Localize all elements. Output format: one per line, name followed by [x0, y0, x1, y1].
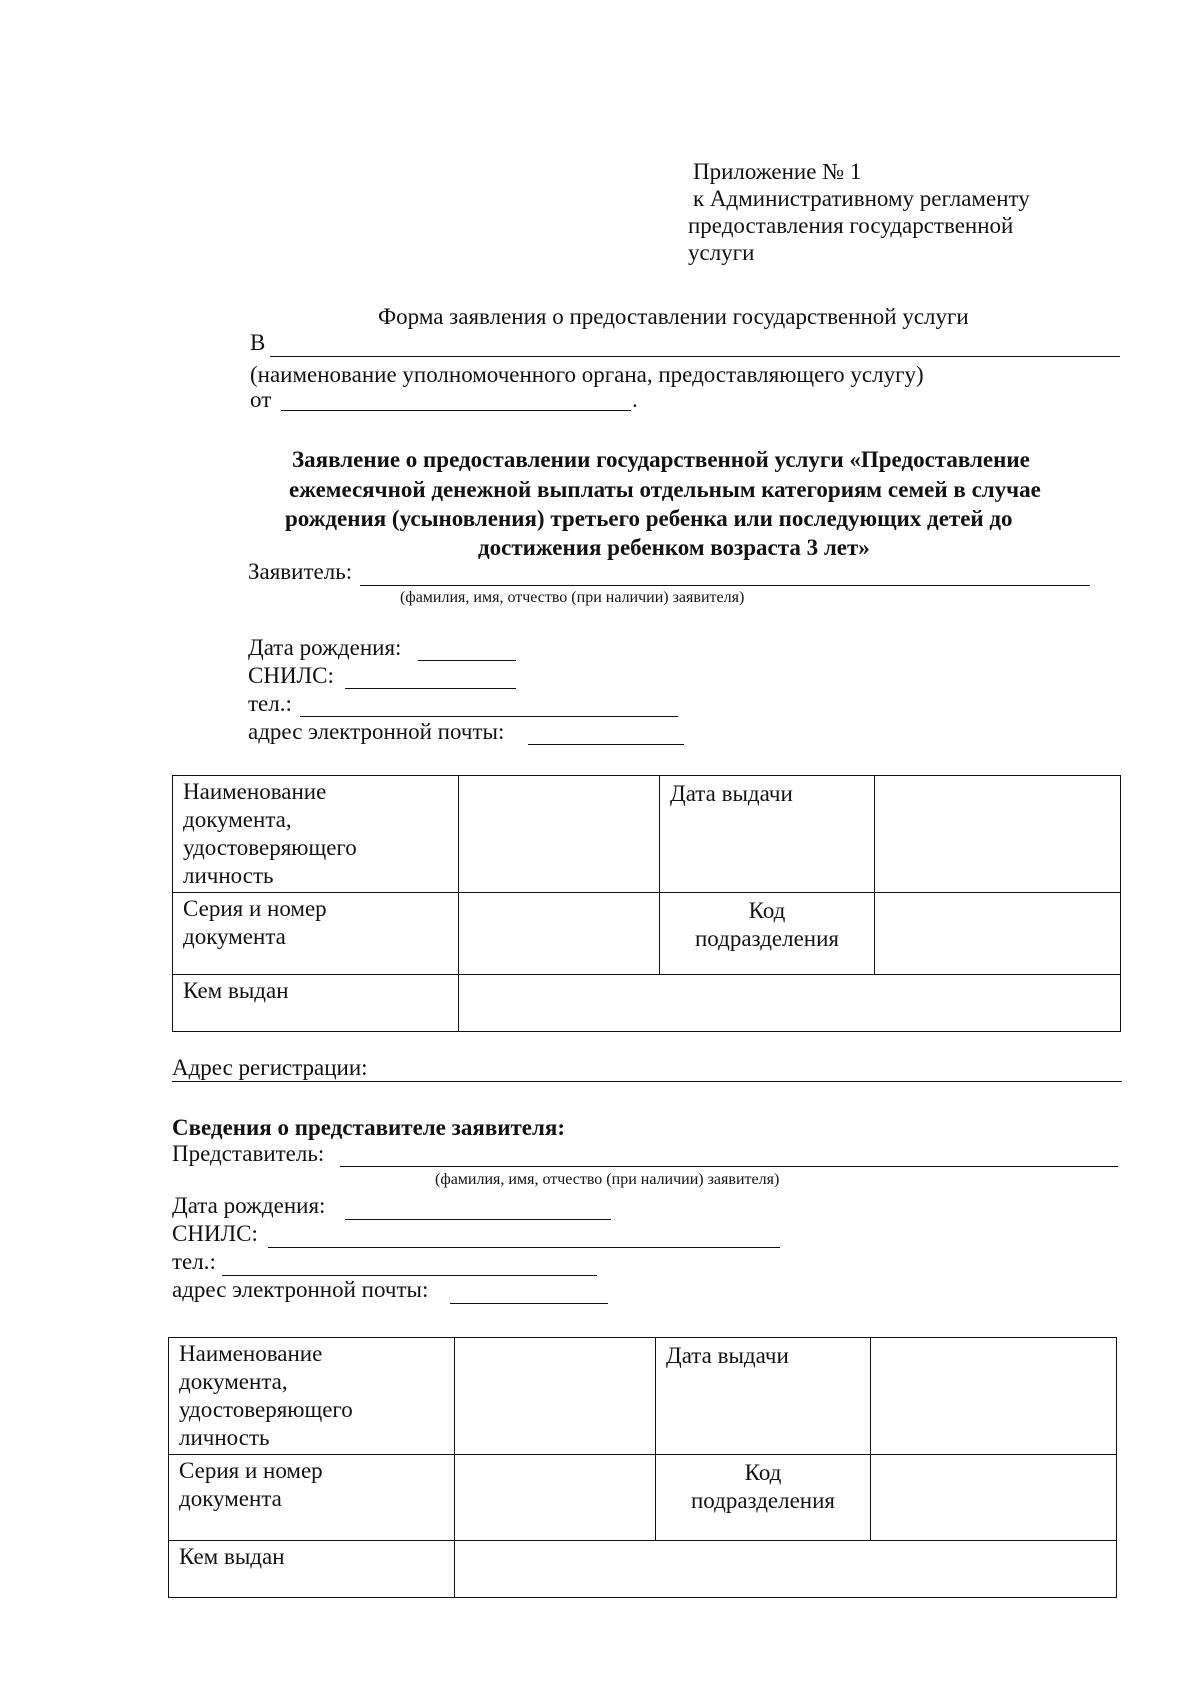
- applicant-birth-line[interactable]: [418, 660, 516, 661]
- table-row: [173, 975, 1121, 1032]
- representative-email-label: адрес электронной почты:: [172, 1277, 429, 1302]
- dept-code-label-cell: Код подразделения: [660, 893, 875, 975]
- statement-title-line-4: достижения ребенком возраста 3 лет»: [478, 535, 870, 560]
- statement-title-line-3: рождения (усыновления) третьего ребенка или последующих детей до: [285, 506, 1013, 531]
- doc-name-input-cell[interactable]: [459, 776, 660, 893]
- issued-by-input-cell[interactable]: [455, 1541, 1117, 1598]
- applicant-snils-line[interactable]: [345, 688, 516, 689]
- recipient-from-line[interactable]: [281, 410, 631, 411]
- representative-snils-line[interactable]: [268, 1247, 780, 1248]
- representative-section-title: Сведения о представителе заявителя:: [172, 1115, 566, 1140]
- representative-email-line[interactable]: [450, 1303, 608, 1304]
- registration-label: Адрес регистрации:: [172, 1055, 368, 1080]
- representative-birth-label: Дата рождения:: [172, 1193, 326, 1218]
- issued-by-label-cell: Кем выдан: [169, 1541, 455, 1598]
- table-row: [173, 776, 1121, 893]
- form-title: Форма заявления о предоставлении государственной услуги: [378, 304, 969, 329]
- dept-code-input-cell[interactable]: [875, 893, 1121, 975]
- applicant-hint: (фамилия, имя, отчество (при наличии) заявителя): [400, 589, 745, 606]
- recipient-to-line[interactable]: [270, 356, 1120, 357]
- issue-date-label-cell: Дата выдачи: [660, 776, 875, 893]
- representative-id-table: [168, 1337, 1117, 1598]
- representative-snils-label: СНИЛС:: [172, 1221, 258, 1246]
- recipient-from-end: .: [632, 387, 638, 412]
- recipient-to-label: В: [250, 330, 266, 355]
- applicant-id-table: [172, 775, 1121, 1032]
- applicant-line[interactable]: [360, 585, 1090, 586]
- applicant-phone-label: тел.:: [248, 691, 292, 716]
- statement-title-line-2: ежемесячной денежной выплаты отдельным категориям семей в случае: [289, 477, 1041, 502]
- table-row: [169, 1338, 1117, 1455]
- representative-birth-line[interactable]: [345, 1219, 611, 1220]
- recipient-to-hint: (наименование уполномоченного органа, предоставляющего услугу): [250, 362, 924, 387]
- appendix-line-1: Приложение № 1: [693, 159, 862, 184]
- table-row: [173, 893, 1121, 975]
- representative-hint: (фамилия, имя, отчество (при наличии) заявителя): [435, 1171, 780, 1188]
- table-row: [169, 1455, 1117, 1541]
- applicant-snils-label: СНИЛС:: [248, 663, 334, 688]
- doc-name-input-cell[interactable]: [455, 1338, 656, 1455]
- representative-label: Представитель:: [172, 1141, 325, 1166]
- issued-by-label-cell: Кем выдан: [173, 975, 459, 1032]
- applicant-phone-line[interactable]: [300, 716, 678, 717]
- series-label-cell: Серия и номер документа: [169, 1455, 455, 1541]
- applicant-email-label: адрес электронной почты:: [248, 719, 505, 744]
- issue-date-input-cell[interactable]: [875, 776, 1121, 893]
- doc-name-cell: Наименование документа, удостоверяющего личность: [169, 1338, 455, 1455]
- issued-by-input-cell[interactable]: [459, 975, 1121, 1032]
- appendix-header: [688, 158, 1030, 266]
- doc-name-cell: Наименование документа, удостоверяющего личность: [173, 776, 459, 893]
- dept-code-label-cell: Код подразделения: [656, 1455, 871, 1541]
- applicant-email-line[interactable]: [528, 744, 684, 745]
- representative-line[interactable]: [340, 1166, 1118, 1167]
- applicant-birth-label: Дата рождения:: [248, 635, 402, 660]
- issue-date-input-cell[interactable]: [871, 1338, 1117, 1455]
- table-row: [169, 1541, 1117, 1598]
- recipient-from-label: от: [250, 387, 272, 412]
- appendix-line-2: к Административному регламенту: [693, 186, 1030, 211]
- issue-date-label-cell: Дата выдачи: [656, 1338, 871, 1455]
- series-input-cell[interactable]: [455, 1455, 656, 1541]
- series-label-cell: Серия и номер документа: [173, 893, 459, 975]
- applicant-label: Заявитель:: [248, 559, 353, 584]
- dept-code-input-cell[interactable]: [871, 1455, 1117, 1541]
- representative-phone-label: тел.:: [172, 1249, 216, 1274]
- registration-line[interactable]: [172, 1081, 1122, 1082]
- statement-title-line-1: Заявление о предоставлении государственной услуги «Предоставление: [292, 447, 1030, 472]
- appendix-line-3: предоставления государственной: [688, 213, 1014, 238]
- appendix-line-4: услуги: [688, 240, 755, 265]
- series-input-cell[interactable]: [459, 893, 660, 975]
